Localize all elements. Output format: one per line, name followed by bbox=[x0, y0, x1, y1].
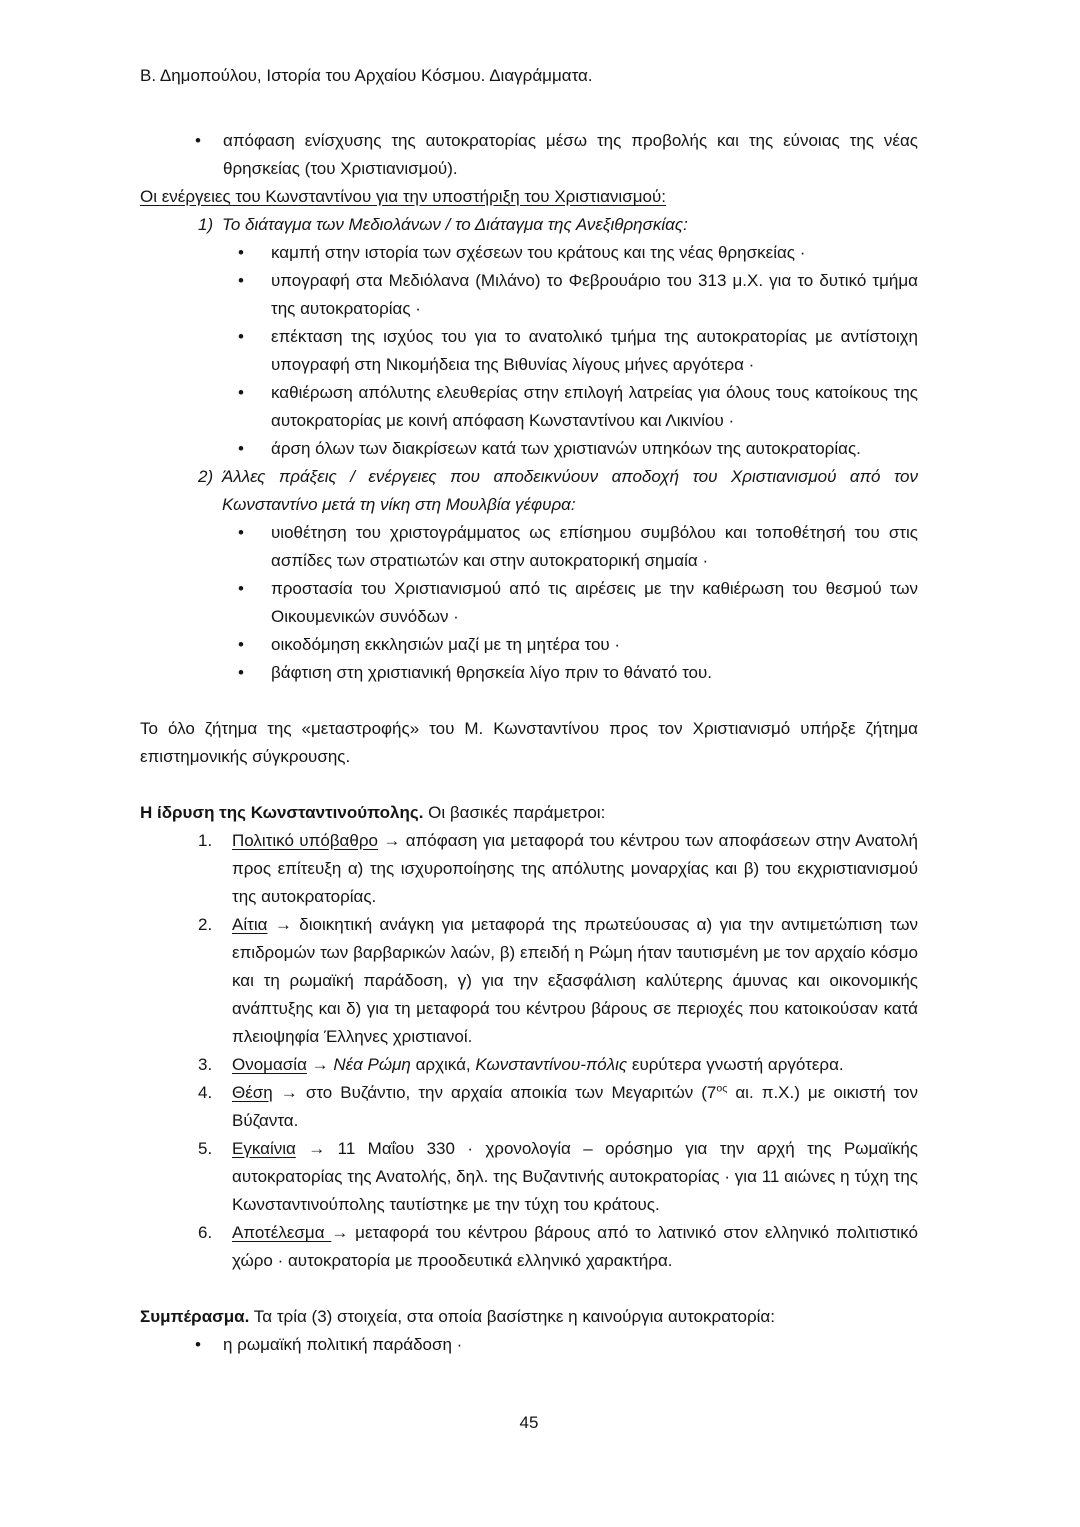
text-segment: Αίτια bbox=[232, 915, 268, 934]
actions-section-heading: Οι ενέργειες του Κωνσταντίνου για την υποστήριξη του Χριστιανισμού: bbox=[140, 187, 666, 206]
text-segment: → μεταφορά του κέντρου βάρους από το λατινικό στον ελληνικό πολιτιστικό χώρο · αυτοκρατορία με προοδευτικά ελληνικό χαρακτήρα. bbox=[232, 1223, 918, 1270]
sub-bullet-item bbox=[140, 379, 918, 435]
sub-bullet-item-text: υπογραφή στα Μεδιόλανα (Μιλάνο) το Φεβρουάριο του 313 μ.Χ. για το δυτικό τμήμα της αυτοκρατορίας · bbox=[271, 271, 918, 318]
conclusion-bullet-item bbox=[140, 1331, 918, 1359]
sub-bullet-item-text: καμπή στην ιστορία των σχέσεων του κράτους και της νέας θρησκείας · bbox=[271, 243, 806, 262]
text-segment: Πολιτικό υπόβαθρο bbox=[232, 831, 378, 850]
sub-bullet-item bbox=[140, 267, 918, 323]
numbered-item-text bbox=[232, 1051, 918, 1079]
item-number: 1. bbox=[198, 831, 213, 850]
conversion-paragraph: Το όλο ζήτημα της «μεταστροφής» του Μ. Κωνσταντίνου προς τον Χριστιανισμό υπήρξε ζήτημα επιστημονικής σύγκρουσης. bbox=[140, 719, 918, 766]
sub-bullet-item bbox=[140, 435, 918, 463]
bullet-marker-icon: • bbox=[238, 439, 244, 458]
group-title-text: Το διάταγμα των Μεδιολάνων / το Διάταγμα της Ανεξιθρησκίας: bbox=[222, 215, 688, 234]
sub-bullet-item-text: άρση όλων των διακρίσεων κατά των χριστιανών υπηκόων της αυτοκρατορίας. bbox=[271, 439, 861, 458]
numbered-item bbox=[140, 1079, 918, 1135]
conclusion-bullet-list bbox=[140, 1331, 918, 1359]
bullet-marker-icon: • bbox=[238, 663, 244, 682]
actions-groups bbox=[140, 211, 918, 687]
sub-bullet-item-text: προστασία του Χριστιανισμού από τις αιρέσεις με την καθιέρωση του θεσμού των Οικουμενικών συνόδων · bbox=[271, 579, 918, 626]
intro-bullet-item-text: απόφαση ενίσχυσης της αυτοκρατορίας μέσω της προβολής και της εύνοιας της νέας θρησκείας (του Χριστιανισμού). bbox=[223, 131, 918, 178]
sub-bullet-item-text: οικοδόμηση εκκλησιών μαζί με τη μητέρα του · bbox=[271, 635, 621, 654]
sub-bullet-item bbox=[140, 519, 918, 575]
group-number: 1) bbox=[198, 215, 214, 234]
bullet-marker-icon: • bbox=[195, 1335, 201, 1354]
group-title-text: Άλλες πράξεις / ενέργειες που αποδεικνύουν αποδοχή του Χριστιανισμού από τον Κωνσταντίνο μετά τη νίκη στη Μουλβία γέφυρα: bbox=[222, 467, 918, 514]
text-segment: αι. π.Χ.) με οικιστή τον Βύζαντα. bbox=[232, 1083, 918, 1130]
sub-bullet-item-text: υιοθέτηση του χριστογράμματος ως επίσημου συμβόλου και τοποθέτησή του στις ασπίδες των στρατιωτών και στην αυτοκρατορική σημαία · bbox=[271, 523, 918, 570]
page-number: 45 bbox=[519, 1413, 539, 1432]
text-segment: αρχικά, bbox=[410, 1055, 476, 1074]
sub-bullet-item bbox=[140, 575, 918, 631]
group-title bbox=[140, 211, 918, 239]
text-segment: Νέα Ρώμη bbox=[333, 1055, 411, 1074]
document-content bbox=[140, 62, 918, 1437]
bullet-marker-icon: • bbox=[238, 383, 244, 402]
sub-bullet-item bbox=[140, 631, 918, 659]
conclusion-bullet-item-text: η ρωμαϊκή πολιτική παράδοση · bbox=[223, 1335, 463, 1354]
numbered-item bbox=[140, 911, 918, 1051]
sub-bullet-item bbox=[140, 239, 918, 267]
item-number: 5. bbox=[198, 1139, 213, 1158]
sub-bullet-item-text: καθιέρωση απόλυτης ελευθερίας στην επιλογή λατρείας για όλους τους κατοίκους της αυτοκρατορίας με κοινή απόφαση Κωνσταντίνου και Λικινίου · bbox=[271, 383, 918, 430]
conclusion-lead bbox=[140, 1303, 918, 1331]
text-segment: → διοικητική ανάγκη για μεταφορά της πρωτεύουσας α) για την αντιμετώπιση των επιδρομών των βαρβαρικών λαών, β) επειδή η Ρώμη ήταν ταυτισμένη με τον αρχαίο κόσμο και τη ρωμαϊκή παράδοση, γ) για την εξασφάλιση καλύτερης άμυνας και οικονομικής ανάπτυξης και δ) για τη μεταφορά του κέντρου βάρους σε περιοχές που κατοικούσαν κατά πλειοψηφία Έλληνες χριστιανοί. bbox=[232, 915, 918, 1046]
item-number: 4. bbox=[198, 1083, 213, 1102]
numbered-item-text bbox=[232, 911, 918, 1051]
text-segment: ευρύτερα γνωστή αργότερα. bbox=[627, 1055, 844, 1074]
text-segment: ος bbox=[716, 1082, 728, 1095]
intro-bullet-item bbox=[140, 127, 918, 183]
bullet-marker-icon: • bbox=[238, 635, 244, 654]
group-number: 2) bbox=[198, 467, 214, 486]
bullet-marker-icon: • bbox=[238, 579, 244, 598]
bullet-marker-icon: • bbox=[238, 523, 244, 542]
bullet-marker-icon: • bbox=[238, 243, 244, 262]
group-title bbox=[140, 463, 918, 519]
document-header-title: Β. Δημοπούλου, Ιστορία του Αρχαίου Κόσμου. Διαγράμματα. bbox=[140, 66, 593, 85]
text-segment: → bbox=[306, 1055, 334, 1074]
numbered-item bbox=[140, 1219, 918, 1275]
numbered-item-text bbox=[232, 1079, 918, 1135]
sub-bullet-item bbox=[140, 659, 918, 687]
text-segment: → στο Βυζάντιο, την αρχαία αποικία των Μεγαριτών (7 bbox=[272, 1083, 717, 1102]
bullet-marker-icon: • bbox=[238, 271, 244, 290]
text-segment: Εγκαίνια bbox=[232, 1139, 296, 1158]
founding-heading-bold: Η ίδρυση της Κωνσταντινούπολης. bbox=[140, 803, 424, 822]
item-number: 3. bbox=[198, 1055, 213, 1074]
founding-heading bbox=[140, 799, 918, 827]
text-segment: Ονομασία bbox=[232, 1055, 307, 1074]
sub-bullet-item-text: επέκταση της ισχύος του για το ανατολικό τμήμα της αυτοκρατορίας με αντίστοιχη υπογραφή στη Νικομήδεια της Βιθυνίας λίγους μήνες αργότερα · bbox=[271, 327, 918, 374]
founding-heading-rest: Οι βασικές παράμετροι: bbox=[423, 803, 606, 822]
bullet-marker-icon: • bbox=[238, 327, 244, 346]
sub-bullet-item-text: βάφτιση στη χριστιανική θρησκεία λίγο πριν το θάνατό του. bbox=[271, 663, 713, 682]
text-segment: Θέση bbox=[232, 1083, 273, 1102]
numbered-item-text bbox=[232, 1219, 918, 1275]
text-segment: → 11 Μαΐου 330 · χρονολογία – ορόσημο για την αρχή της Ρωμαϊκής αυτοκρατορίας της Ανατολής, δηλ. της Βυζαντινής αυτοκρατορίας · για 11 αιώνες η τύχη της Κωνσταντινούπολης ταυτίστηκε με την τύχη του κράτους. bbox=[232, 1139, 918, 1214]
numbered-item bbox=[140, 827, 918, 911]
intro-bullet-list bbox=[140, 127, 918, 183]
founding-numbered-list bbox=[140, 827, 918, 1275]
numbered-item-text bbox=[232, 827, 918, 911]
numbered-item bbox=[140, 1051, 918, 1079]
numbered-item bbox=[140, 1135, 918, 1219]
sub-bullet-item bbox=[140, 323, 918, 379]
text-segment: Αποτέλεσμα bbox=[232, 1223, 332, 1242]
conclusion-lead-rest: Τα τρία (3) στοιχεία, στα οποία βασίστηκε η καινούργια αυτοκρατορία: bbox=[249, 1307, 775, 1326]
text-segment: → απόφαση για μεταφορά του κέντρου των αποφάσεων στην Ανατολή προς επίτευξη α) της ισχυροποίησης της απόλυτης μοναρχίας και β) του εκχριστιανισμού της αυτοκρατορίας. bbox=[232, 831, 918, 906]
conclusion-lead-bold: Συμπέρασμα. bbox=[140, 1307, 250, 1326]
numbered-item-text bbox=[232, 1135, 918, 1219]
item-number: 2. bbox=[198, 915, 213, 934]
text-segment: Κωνσταντίνου-πόλις bbox=[475, 1055, 628, 1074]
bullet-marker-icon: • bbox=[195, 131, 201, 150]
item-number: 6. bbox=[198, 1223, 213, 1242]
